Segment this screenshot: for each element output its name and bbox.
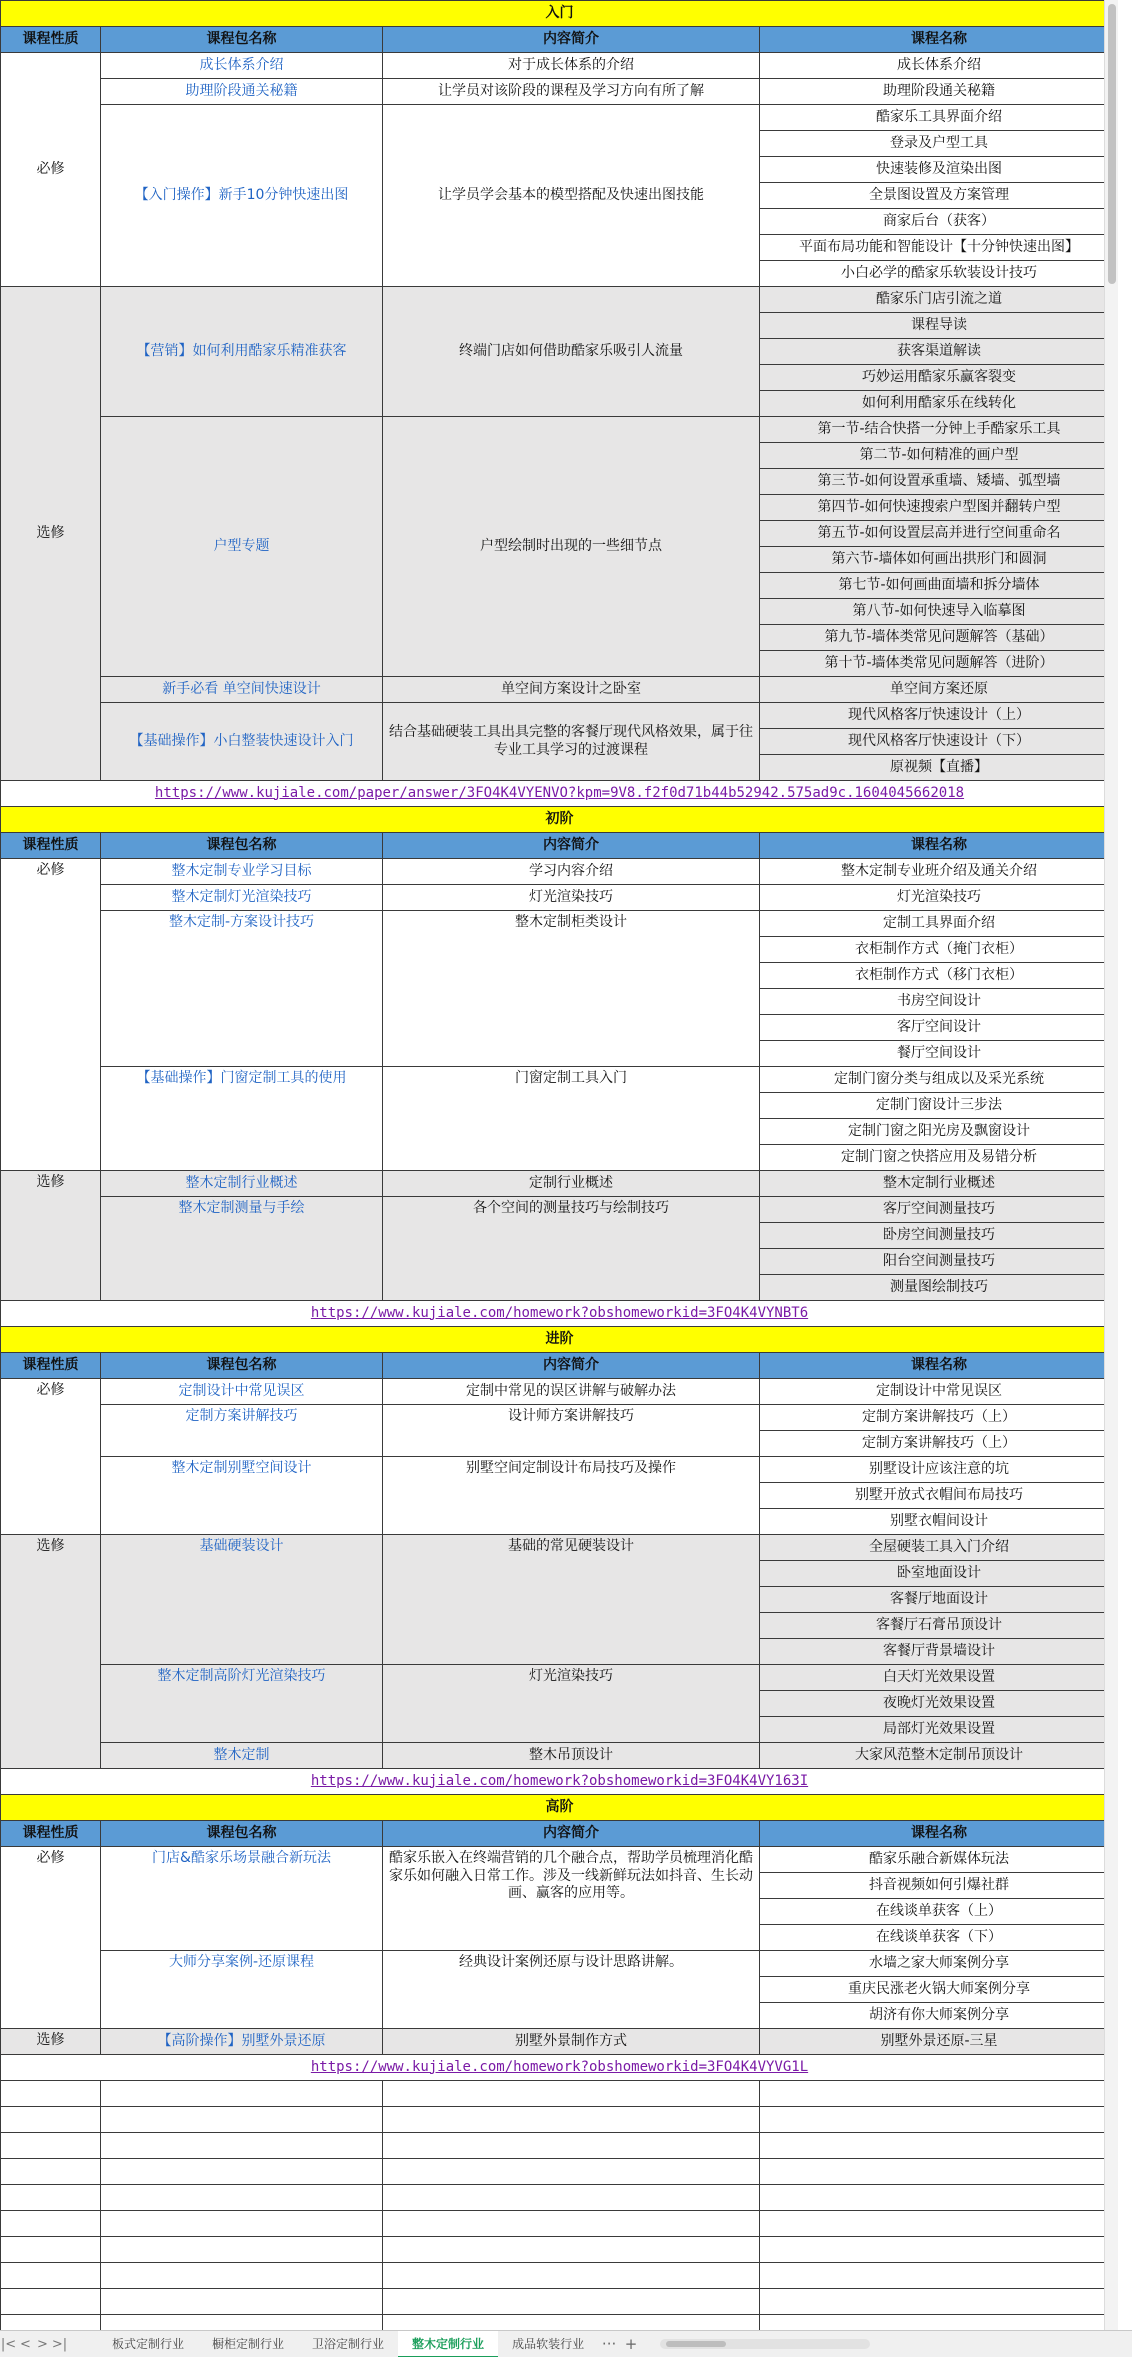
course-name-cell[interactable]: 现代风格客厅快速设计（下） <box>760 729 1119 755</box>
course-name-cell[interactable]: 定制门窗分类与组成以及采光系统 <box>760 1067 1119 1093</box>
course-name-cell[interactable]: 第五节-如何设置层高并进行空间重命名 <box>760 521 1119 547</box>
empty-cell[interactable] <box>101 2081 383 2107</box>
empty-row <box>1 2237 1119 2263</box>
table-row <box>1 1951 1119 1977</box>
header-type[interactable]: 课程性质 <box>1 1821 101 1847</box>
table-row <box>1 417 1119 443</box>
section-title[interactable]: 入门 <box>1 1 1119 27</box>
course-name-cell[interactable]: 原视频【直播】 <box>760 755 1119 781</box>
sheet-tab[interactable]: 卫浴定制行业 <box>312 2336 385 2351</box>
course-name-cell[interactable]: 第九节-墙体类常见问题解答（基础） <box>760 625 1119 651</box>
course-name-cell[interactable]: 小白必学的酷家乐软装设计技巧 <box>760 261 1119 287</box>
package-name-cell[interactable]: 整木定制行业概述 <box>101 1171 383 1197</box>
package-name-cell[interactable]: 基础硬装设计 <box>101 1535 383 1665</box>
table-row <box>1 287 1119 313</box>
intro-cell[interactable]: 终端门店如何借助酷家乐吸引人流量 <box>383 287 760 417</box>
course-name-cell[interactable]: 成长体系介绍 <box>760 53 1119 79</box>
table-row <box>1 1665 1119 1691</box>
empty-cell[interactable] <box>1 2289 101 2315</box>
sheet-tab[interactable]: 成品软装行业 <box>512 2336 585 2351</box>
section-banner-row <box>1 1327 1119 1353</box>
horizontal-scrollbar[interactable] <box>660 2339 870 2349</box>
homework-link-cell[interactable] <box>1 1769 1119 1795</box>
link-row <box>1 1769 1119 1795</box>
course-name-cell[interactable]: 客餐厅背景墙设计 <box>760 1639 1119 1665</box>
empty-cell[interactable] <box>760 2133 1119 2159</box>
sheet-tab-active[interactable]: 整木定制行业 <box>398 2331 498 2357</box>
intro-cell[interactable]: 整木定制柜类设计 <box>383 911 760 1067</box>
package-name-cell[interactable]: 【高阶操作】别墅外景还原 <box>101 2029 383 2055</box>
table-row <box>1 1171 1119 1197</box>
table-row <box>1 885 1119 911</box>
course-name-cell[interactable]: 局部灯光效果设置 <box>760 1717 1119 1743</box>
course-name-cell[interactable]: 在线谈单获客（下） <box>760 1925 1119 1951</box>
link-row <box>1 1301 1119 1327</box>
header-course[interactable]: 课程名称 <box>760 27 1119 53</box>
table-row <box>1 79 1119 105</box>
empty-row <box>1 2263 1119 2289</box>
empty-cell[interactable] <box>383 2315 760 2331</box>
package-name-cell[interactable]: 整木定制灯光渲染技巧 <box>101 885 383 911</box>
course-name-cell[interactable]: 书房空间设计 <box>760 989 1119 1015</box>
course-name-cell[interactable]: 客厅空间设计 <box>760 1015 1119 1041</box>
package-name-cell[interactable]: 定制方案讲解技巧 <box>101 1405 383 1457</box>
course-name-cell[interactable]: 餐厅空间设计 <box>760 1041 1119 1067</box>
empty-cell[interactable] <box>1 2159 101 2185</box>
empty-cell[interactable] <box>1 2237 101 2263</box>
empty-cell[interactable] <box>383 2185 760 2211</box>
header-row <box>1 833 1119 859</box>
course-name-cell[interactable]: 现代风格客厅快速设计（上） <box>760 703 1119 729</box>
empty-cell[interactable] <box>760 2185 1119 2211</box>
course-name-cell[interactable]: 单空间方案还原 <box>760 677 1119 703</box>
course-name-cell[interactable]: 大家风范整木定制吊顶设计 <box>760 1743 1119 1769</box>
course-name-cell[interactable]: 巧妙运用酷家乐赢客裂变 <box>760 365 1119 391</box>
empty-row <box>1 2107 1119 2133</box>
course-name-cell[interactable]: 商家后台（获客） <box>760 209 1119 235</box>
course-name-cell[interactable]: 全屋硬装工具入门介绍 <box>760 1535 1119 1561</box>
course-name-cell[interactable]: 在线谈单获客（上） <box>760 1899 1119 1925</box>
empty-row <box>1 2315 1119 2331</box>
empty-cell[interactable] <box>760 2263 1119 2289</box>
header-intro[interactable]: 内容简介 <box>383 1353 760 1379</box>
package-name-cell[interactable]: 整木定制测量与手绘 <box>101 1197 383 1301</box>
empty-row <box>1 2289 1119 2315</box>
empty-cell[interactable] <box>1 2107 101 2133</box>
course-name-cell[interactable]: 定制工具界面介绍 <box>760 911 1119 937</box>
header-intro[interactable]: 内容简介 <box>383 27 760 53</box>
header-type[interactable]: 课程性质 <box>1 1353 101 1379</box>
course-name-cell[interactable]: 整木定制专业班介绍及通关介绍 <box>760 859 1119 885</box>
package-name-cell[interactable]: 门店&酷家乐场景融合新玩法 <box>101 1847 383 1951</box>
empty-cell[interactable] <box>760 2315 1119 2331</box>
package-name-cell[interactable]: 整木定制别墅空间设计 <box>101 1457 383 1535</box>
header-type[interactable]: 课程性质 <box>1 27 101 53</box>
empty-cell[interactable] <box>101 2237 383 2263</box>
course-name-cell[interactable]: 灯光渲染技巧 <box>760 885 1119 911</box>
package-name-cell[interactable]: 【基础操作】门窗定制工具的使用 <box>101 1067 383 1171</box>
empty-cell[interactable] <box>760 2237 1119 2263</box>
table-row <box>1 859 1119 885</box>
empty-row <box>1 2081 1119 2107</box>
course-name-cell[interactable]: 第七节-如何画曲面墙和拆分墙体 <box>760 573 1119 599</box>
course-type-cell[interactable]: 选修 <box>1 1535 101 1769</box>
section-banner-row <box>1 1795 1119 1821</box>
package-name-cell[interactable]: 整木定制高阶灯光渲染技巧 <box>101 1665 383 1743</box>
table-row <box>1 1457 1119 1483</box>
prev-sheet-icon[interactable]: < <box>20 2336 31 2352</box>
homework-link[interactable]: https://www.kujiale.com/paper/answer/3FO4K4VYENVO?kpm=9V8.f2f0d71b44b52942.575ad9c.1604045662018 <box>154 784 965 801</box>
table-row <box>1 677 1119 703</box>
empty-cell[interactable] <box>101 2211 383 2237</box>
course-type-cell[interactable]: 选修 <box>1 2029 101 2055</box>
section-banner-row <box>1 1 1119 27</box>
empty-cell[interactable] <box>1 2315 101 2331</box>
course-name-cell[interactable]: 第三节-如何设置承重墙、矮墙、弧型墙 <box>760 469 1119 495</box>
course-name-cell[interactable]: 第八节-如何快速导入临摹图 <box>760 599 1119 625</box>
empty-cell[interactable] <box>383 2289 760 2315</box>
package-name-cell[interactable]: 【入门操作】新手10分钟快速出图 <box>101 105 383 287</box>
homework-link[interactable]: https://www.kujiale.com/homework?obshomeworkid=3FO4K4VYNBT6 <box>310 1304 809 1321</box>
package-name-cell[interactable]: 整木定制 <box>101 1743 383 1769</box>
course-name-cell[interactable]: 测量图绘制技巧 <box>760 1275 1119 1301</box>
empty-cell[interactable] <box>760 2289 1119 2315</box>
header-intro[interactable]: 内容简介 <box>383 1821 760 1847</box>
section-title[interactable]: 进阶 <box>1 1327 1119 1353</box>
scrollbar-thumb[interactable] <box>666 2341 726 2347</box>
sheet-tab-bar <box>0 2330 1132 2357</box>
add-sheet-icon[interactable]: + <box>624 2335 638 2353</box>
empty-cell[interactable] <box>383 2133 760 2159</box>
intro-cell[interactable]: 经典设计案例还原与设计思路讲解。 <box>383 1951 760 2029</box>
course-name-cell[interactable]: 衣柜制作方式（掩门衣柜） <box>760 937 1119 963</box>
course-name-cell[interactable]: 卧室地面设计 <box>760 1561 1119 1587</box>
empty-cell[interactable] <box>1 2133 101 2159</box>
intro-cell[interactable]: 结合基础硬装工具出具完整的客餐厅现代风格效果，属于往专业工具学习的过渡课程 <box>383 703 760 781</box>
intro-cell[interactable]: 设计师方案讲解技巧 <box>383 1405 760 1457</box>
empty-cell[interactable] <box>1 2263 101 2289</box>
homework-link-cell[interactable] <box>1 781 1119 807</box>
header-course[interactable]: 课程名称 <box>760 833 1119 859</box>
empty-cell[interactable] <box>101 2107 383 2133</box>
sheet-tab[interactable]: 橱柜定制行业 <box>212 2336 285 2351</box>
intro-cell[interactable]: 对于成长体系的介绍 <box>383 53 760 79</box>
empty-cell[interactable] <box>383 2237 760 2263</box>
homework-link[interactable]: https://www.kujiale.com/homework?obshomeworkid=3FO4K4VYVG1L <box>310 2058 809 2075</box>
homework-link-cell[interactable] <box>1 1301 1119 1327</box>
table-row <box>1 105 1119 131</box>
empty-row <box>1 2211 1119 2237</box>
table-row <box>1 1743 1119 1769</box>
intro-cell[interactable]: 单空间方案设计之卧室 <box>383 677 760 703</box>
intro-cell[interactable]: 让学员对该阶段的课程及学习方向有所了解 <box>383 79 760 105</box>
package-name-cell[interactable]: 整木定制-方案设计技巧 <box>101 911 383 1067</box>
course-name-cell[interactable]: 卧房空间测量技巧 <box>760 1223 1119 1249</box>
course-name-cell[interactable]: 酷家乐门店引流之道 <box>760 287 1119 313</box>
empty-cell[interactable] <box>101 2185 383 2211</box>
course-name-cell[interactable]: 水墙之家大师案例分享 <box>760 1951 1119 1977</box>
table-row <box>1 1847 1119 1873</box>
last-sheet-icon[interactable]: >| <box>51 2336 68 2352</box>
more-tabs-icon[interactable]: ··· <box>601 2335 617 2353</box>
empty-cell[interactable] <box>760 2211 1119 2237</box>
header-package[interactable]: 课程包名称 <box>101 833 383 859</box>
empty-cell[interactable] <box>383 2211 760 2237</box>
empty-cell[interactable] <box>383 2107 760 2133</box>
intro-cell[interactable]: 整木吊顶设计 <box>383 1743 760 1769</box>
empty-cell[interactable] <box>1 2185 101 2211</box>
link-row <box>1 2055 1119 2081</box>
header-intro[interactable]: 内容简介 <box>383 833 760 859</box>
course-name-cell[interactable]: 第一节-结合快搭一分钟上手酷家乐工具 <box>760 417 1119 443</box>
homework-link-cell[interactable] <box>1 2055 1119 2081</box>
header-type[interactable]: 课程性质 <box>1 833 101 859</box>
course-type-cell[interactable]: 必修 <box>1 1379 101 1535</box>
intro-cell[interactable]: 别墅外景制作方式 <box>383 2029 760 2055</box>
package-name-cell[interactable]: 户型专题 <box>101 417 383 677</box>
intro-cell[interactable]: 各个空间的测量技巧与绘制技巧 <box>383 1197 760 1301</box>
header-course[interactable]: 课程名称 <box>760 1353 1119 1379</box>
empty-cell[interactable] <box>101 2289 383 2315</box>
course-name-cell[interactable]: 白天灯光效果设置 <box>760 1665 1119 1691</box>
course-name-cell[interactable]: 阳台空间测量技巧 <box>760 1249 1119 1275</box>
empty-cell[interactable] <box>760 2107 1119 2133</box>
empty-cell[interactable] <box>760 2081 1119 2107</box>
header-course[interactable]: 课程名称 <box>760 1821 1119 1847</box>
table-row <box>1 1405 1119 1431</box>
course-name-cell[interactable]: 第六节-墙体如何画出拱形门和圆洞 <box>760 547 1119 573</box>
scrollbar-thumb[interactable] <box>1108 4 1116 284</box>
course-name-cell[interactable]: 定制设计中常见误区 <box>760 1379 1119 1405</box>
intro-cell[interactable]: 灯光渲染技巧 <box>383 1665 760 1743</box>
course-name-cell[interactable]: 夜晚灯光效果设置 <box>760 1691 1119 1717</box>
course-name-cell[interactable]: 定制方案讲解技巧（上） <box>760 1431 1119 1457</box>
intro-cell[interactable]: 酷家乐嵌入在终端营销的几个融合点，帮助学员梳理消化酷家乐如何融入日常工作。涉及一线新鲜玩法如抖音、生长动画、赢客的应用等。 <box>383 1847 760 1951</box>
intro-cell[interactable]: 别墅空间定制设计布局技巧及操作 <box>383 1457 760 1535</box>
sheet-tab[interactable]: 板式定制行业 <box>112 2336 185 2351</box>
empty-row <box>1 2185 1119 2211</box>
section-title[interactable]: 高阶 <box>1 1795 1119 1821</box>
course-name-cell[interactable]: 助理阶段通关秘籍 <box>760 79 1119 105</box>
course-name-cell[interactable]: 酷家乐工具界面介绍 <box>760 105 1119 131</box>
next-sheet-icon[interactable]: > <box>37 2336 48 2352</box>
package-name-cell[interactable]: 【基础操作】小白整装快速设计入门 <box>101 703 383 781</box>
empty-cell[interactable] <box>1 2081 101 2107</box>
table-row <box>1 1535 1119 1561</box>
course-name-cell[interactable]: 定制门窗之阳光房及飘窗设计 <box>760 1119 1119 1145</box>
empty-cell[interactable] <box>383 2081 760 2107</box>
intro-cell[interactable]: 门窗定制工具入门 <box>383 1067 760 1171</box>
link-row <box>1 781 1119 807</box>
header-package[interactable]: 课程包名称 <box>101 1821 383 1847</box>
course-name-cell[interactable]: 定制门窗之快搭应用及易错分析 <box>760 1145 1119 1171</box>
course-name-cell[interactable]: 如何利用酷家乐在线转化 <box>760 391 1119 417</box>
table-row <box>1 703 1119 729</box>
course-name-cell[interactable]: 别墅外景还原-三星 <box>760 2029 1119 2055</box>
course-name-cell[interactable]: 登录及户型工具 <box>760 131 1119 157</box>
package-name-cell[interactable]: 成长体系介绍 <box>101 53 383 79</box>
table-row <box>1 911 1119 937</box>
empty-row <box>1 2159 1119 2185</box>
course-name-cell[interactable]: 别墅设计应该注意的坑 <box>760 1457 1119 1483</box>
section-title[interactable]: 初阶 <box>1 807 1119 833</box>
intro-cell[interactable]: 让学员学会基本的模型搭配及快速出图技能 <box>383 105 760 287</box>
empty-cell[interactable] <box>760 2159 1119 2185</box>
course-name-cell[interactable]: 客餐厅地面设计 <box>760 1587 1119 1613</box>
first-sheet-icon[interactable]: |< <box>0 2336 17 2352</box>
empty-cell[interactable] <box>101 2315 383 2331</box>
course-name-cell[interactable]: 定制方案讲解技巧（上） <box>760 1405 1119 1431</box>
intro-cell[interactable]: 基础的常见硬装设计 <box>383 1535 760 1665</box>
course-name-cell[interactable]: 平面布局功能和智能设计【十分钟快速出图】 <box>760 235 1119 261</box>
header-package[interactable]: 课程包名称 <box>101 1353 383 1379</box>
course-name-cell[interactable]: 第四节-如何快速搜索户型图并翻转户型 <box>760 495 1119 521</box>
course-name-cell[interactable]: 第二节-如何精准的画户型 <box>760 443 1119 469</box>
empty-cell[interactable] <box>101 2263 383 2289</box>
course-name-cell[interactable]: 重庆民涨老火锅大师案例分享 <box>760 1977 1119 2003</box>
course-name-cell[interactable]: 定制门窗设计三步法 <box>760 1093 1119 1119</box>
course-type-cell[interactable]: 选修 <box>1 287 101 781</box>
course-name-cell[interactable]: 第十节-墙体类常见问题解答（进阶） <box>760 651 1119 677</box>
intro-cell[interactable]: 学习内容介绍 <box>383 859 760 885</box>
empty-cell[interactable] <box>1 2211 101 2237</box>
package-name-cell[interactable]: 【营销】如何利用酷家乐精准获客 <box>101 287 383 417</box>
package-name-cell[interactable]: 整木定制专业学习目标 <box>101 859 383 885</box>
package-name-cell[interactable]: 新手必看 单空间快速设计 <box>101 677 383 703</box>
course-type-cell[interactable]: 必修 <box>1 1847 101 2029</box>
course-name-cell[interactable]: 客餐厅石膏吊顶设计 <box>760 1613 1119 1639</box>
course-type-cell[interactable]: 选修 <box>1 1171 101 1301</box>
course-name-cell[interactable]: 酷家乐融合新媒体玩法 <box>760 1847 1119 1873</box>
package-name-cell[interactable]: 大师分享案例-还原课程 <box>101 1951 383 2029</box>
empty-row <box>1 2133 1119 2159</box>
course-name-cell[interactable]: 课程导读 <box>760 313 1119 339</box>
table-row <box>1 1379 1119 1405</box>
header-row <box>1 1821 1119 1847</box>
homework-link[interactable]: https://www.kujiale.com/homework?obshomeworkid=3FO4K4VY163I <box>310 1772 809 1789</box>
empty-cell[interactable] <box>101 2159 383 2185</box>
course-name-cell[interactable]: 衣柜制作方式（移门衣柜） <box>760 963 1119 989</box>
table-row <box>1 1197 1119 1223</box>
course-type-cell[interactable]: 必修 <box>1 53 101 287</box>
course-name-cell[interactable]: 整木定制行业概述 <box>760 1171 1119 1197</box>
course-name-cell[interactable]: 快速装修及渲染出图 <box>760 157 1119 183</box>
header-row <box>1 27 1119 53</box>
intro-cell[interactable]: 定制行业概述 <box>383 1171 760 1197</box>
intro-cell[interactable]: 定制中常见的误区讲解与破解办法 <box>383 1379 760 1405</box>
course-name-cell[interactable]: 别墅开放式衣帽间布局技巧 <box>760 1483 1119 1509</box>
course-type-cell[interactable]: 必修 <box>1 859 101 1171</box>
header-package[interactable]: 课程包名称 <box>101 27 383 53</box>
course-name-cell[interactable]: 别墅衣帽间设计 <box>760 1509 1119 1535</box>
vertical-scrollbar[interactable] <box>1104 0 1118 2330</box>
section-banner-row <box>1 807 1119 833</box>
intro-cell[interactable]: 户型绘制时出现的一些细节点 <box>383 417 760 677</box>
course-name-cell[interactable]: 胡济有你大师案例分享 <box>760 2003 1119 2029</box>
intro-cell[interactable]: 灯光渲染技巧 <box>383 885 760 911</box>
table-row <box>1 2029 1119 2055</box>
course-name-cell[interactable]: 获客渠道解读 <box>760 339 1119 365</box>
empty-cell[interactable] <box>383 2159 760 2185</box>
course-name-cell[interactable]: 全景图设置及方案管理 <box>760 183 1119 209</box>
table-row <box>1 53 1119 79</box>
package-name-cell[interactable]: 助理阶段通关秘籍 <box>101 79 383 105</box>
empty-cell[interactable] <box>101 2133 383 2159</box>
course-name-cell[interactable]: 客厅空间测量技巧 <box>760 1197 1119 1223</box>
header-row <box>1 1353 1119 1379</box>
course-name-cell[interactable]: 抖音视频如何引爆社群 <box>760 1873 1119 1899</box>
table-row <box>1 1067 1119 1093</box>
package-name-cell[interactable]: 定制设计中常见误区 <box>101 1379 383 1405</box>
empty-cell[interactable] <box>383 2263 760 2289</box>
